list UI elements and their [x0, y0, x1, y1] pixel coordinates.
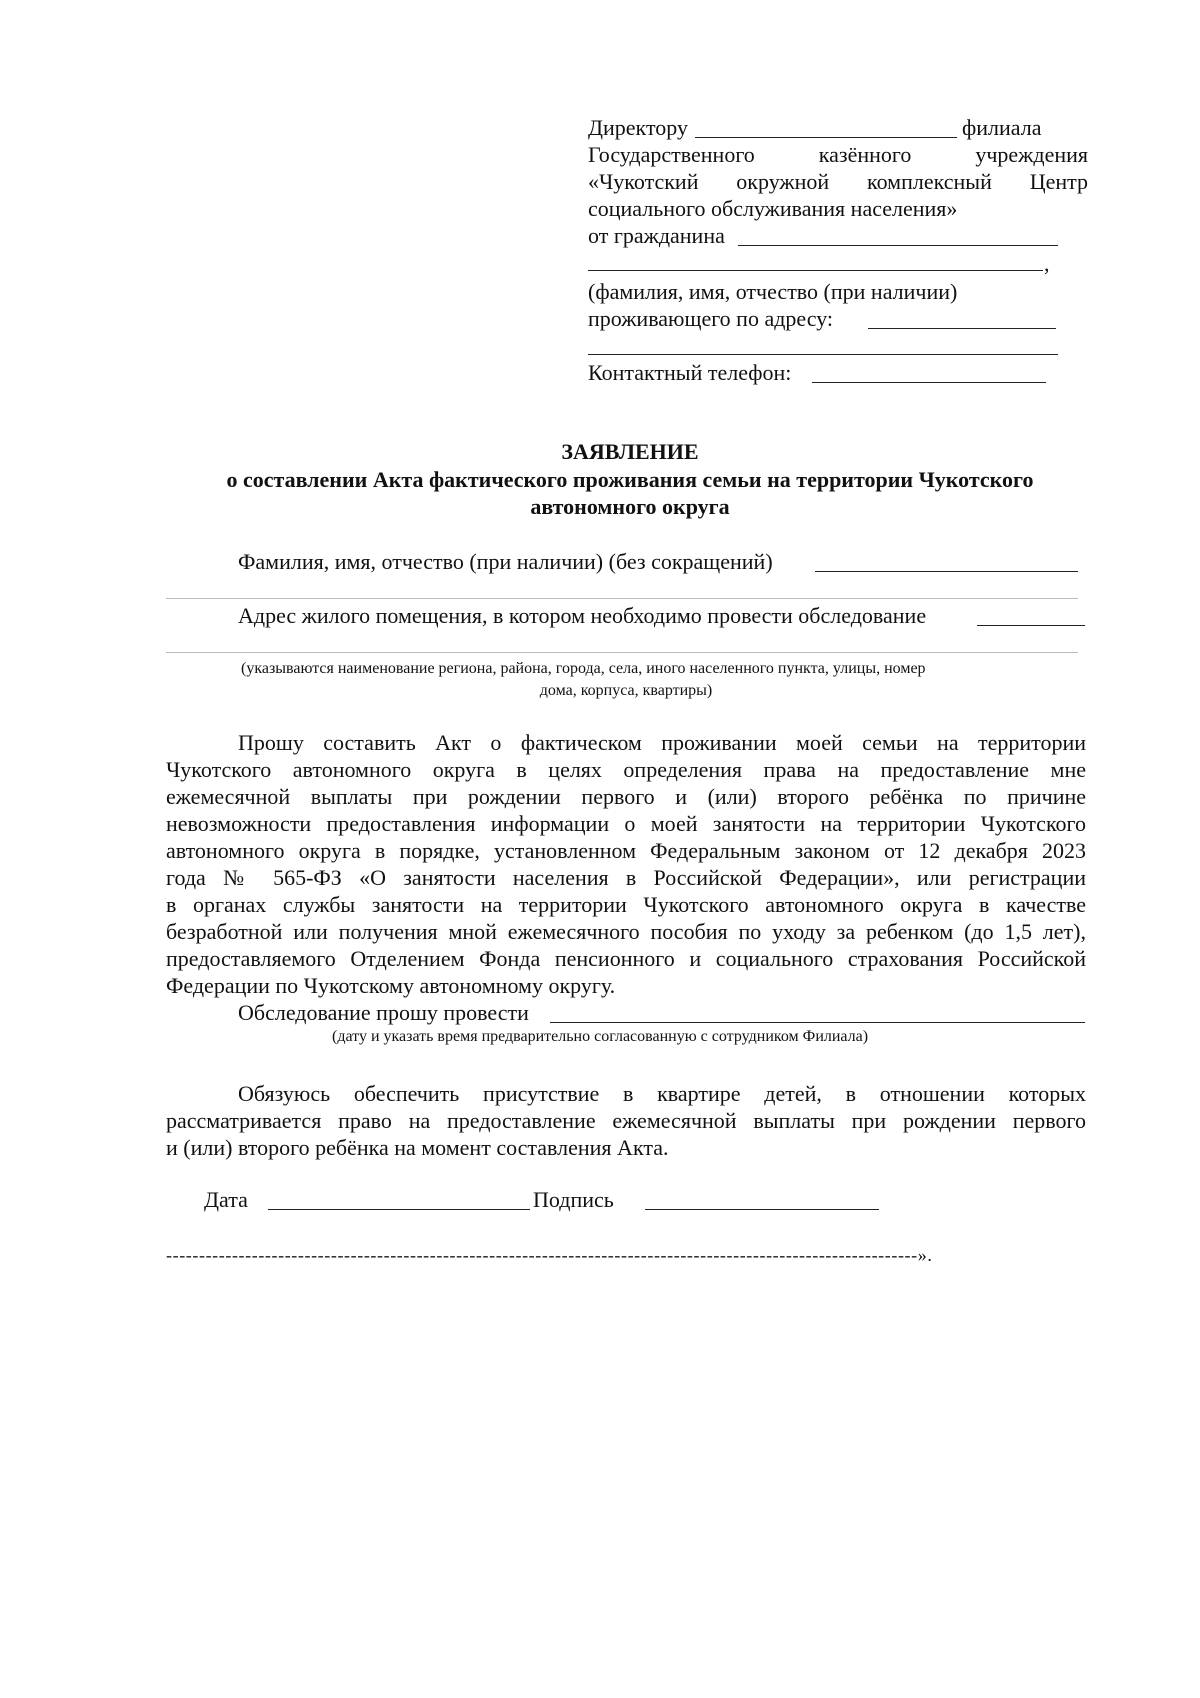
- paragraph-1-line: Прошу составить Акт о фактическом проживании моей семьи на территории: [238, 730, 1086, 755]
- survey-date-input-line[interactable]: [550, 1022, 1085, 1023]
- paragraph-1-line: ежемесячной выплаты при рождении первого и (или) второго ребёнка по причине: [166, 784, 1086, 809]
- header-line-3: «Чукотский окружной комплексный Центр: [588, 169, 1088, 194]
- paragraph-1-line: в органах службы занятости на территории Чукотского автономного округа в качестве: [166, 892, 1086, 917]
- paragraph-1-line: невозможности предоставления информации о моей занятости на территории Чукотского: [166, 811, 1086, 836]
- signature-label: Подпись: [533, 1187, 614, 1212]
- survey-date-label: Обследование прошу провести: [238, 1000, 529, 1025]
- survey-date-hint: (дату и указать время предварительно согласованную с сотрудником Филиала): [332, 1028, 869, 1045]
- paragraph-1-line: Чукотского автономного округа в целях определения права на предоставление мне: [166, 757, 1086, 782]
- date-input-line[interactable]: [268, 1209, 530, 1210]
- header-line-4: социального обслуживания населения»: [588, 196, 958, 221]
- document-subtitle-1: о составлении Акта фактического проживания семьи на территории Чукотского: [226, 467, 1034, 492]
- paragraph-2-line: Обязуюсь обеспечить присутствие в квартире детей, в отношении которых: [238, 1081, 1086, 1106]
- address-hint-2: дома, корпуса, квартиры): [539, 682, 713, 699]
- signature-input-line[interactable]: [645, 1209, 879, 1210]
- citizen-address-line[interactable]: [868, 328, 1056, 329]
- document-subtitle-2: автономного округа: [530, 494, 730, 519]
- header-address-label: проживающего по адресу:: [588, 306, 834, 331]
- fio-input-line-2[interactable]: [166, 598, 1078, 599]
- citizen-address-line-2[interactable]: [588, 354, 1058, 355]
- contact-phone-line[interactable]: [812, 382, 1046, 383]
- director-name-line[interactable]: [695, 137, 957, 138]
- paragraph-2-line: рассматривается право на предоставление ежемесячной выплаты при рождении первого: [166, 1108, 1086, 1133]
- address-hint-1: (указываются наименование региона, района, города, села, иного населенного пункта, улицы, номер: [241, 660, 926, 677]
- header-line-2: Государственного казённого учреждения: [588, 142, 1088, 167]
- address-input-line-2[interactable]: [166, 652, 1078, 653]
- paragraph-1-line: предоставляемого Отделением Фонда пенсионного и социального страхования Российской: [166, 946, 1086, 971]
- paragraph-1-line: безработной или получения мной ежемесячного пособия по уходу за ребенком (до 1,5 лет),: [166, 919, 1086, 944]
- header-citizen-label: от гражданина: [588, 223, 725, 248]
- header-branch-label: филиала: [962, 115, 1042, 140]
- header-comma: ,: [1044, 251, 1050, 276]
- date-label: Дата: [204, 1187, 248, 1212]
- paragraph-1-line: года № 565-ФЗ «О занятости населения в Российской Федерации», или регистрации: [166, 865, 1086, 890]
- header-phone-label: Контактный телефон:: [588, 360, 792, 385]
- paragraph-1-last-line: Федерации по Чукотскому автономному округу.: [166, 973, 616, 998]
- fio-input-line[interactable]: [815, 571, 1078, 572]
- closing-dash-line: ------------------------------------------------------------------------------------------------------------------».: [166, 1245, 933, 1265]
- citizen-name-line[interactable]: [738, 245, 1058, 246]
- header-fio-hint: (фамилия, имя, отчество (при наличии): [588, 279, 958, 304]
- address-field-label: Адрес жилого помещения, в котором необходимо провести обследование: [238, 603, 927, 628]
- paragraph-2-last-line: и (или) второго ребёнка на момент составления Акта.: [166, 1135, 669, 1160]
- document-title: ЗАЯВЛЕНИЕ: [561, 439, 699, 464]
- header-director-label: Директору: [588, 115, 688, 140]
- address-input-line[interactable]: [977, 625, 1085, 626]
- fio-field-label: Фамилия, имя, отчество (при наличии) (без сокращений): [238, 549, 773, 574]
- citizen-name-line-2[interactable]: [588, 270, 1043, 271]
- paragraph-1-line: автономного округа в порядке, установленном Федеральным законом от 12 декабря 2023: [166, 838, 1086, 863]
